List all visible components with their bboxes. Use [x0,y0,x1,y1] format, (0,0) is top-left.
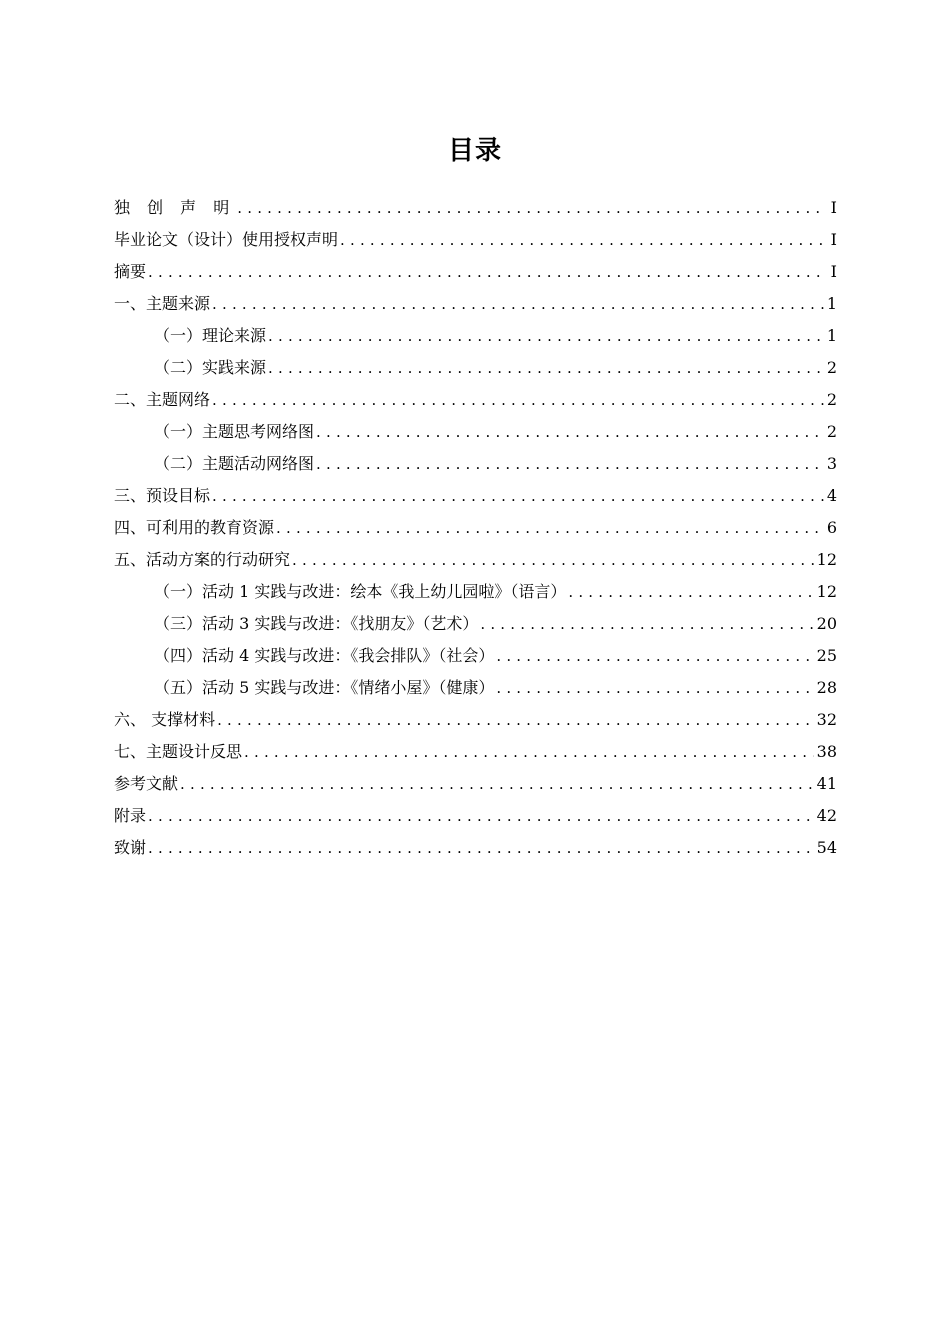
toc-leader-dots [268,320,824,352]
toc-entry-label: （五）活动 5 实践与改进：《情绪小屋》（健康） [154,678,495,697]
toc-entry-label: （一）主题思考网络图 [154,422,315,441]
toc-leader-dots [340,224,826,256]
toc-entry-label: 五、活动方案的行动研究 [114,550,291,569]
toc-entry-page-number: 2 [826,390,837,409]
toc-entry-label: 毕业论文（设计）使用授权声明 [114,230,339,249]
toc-leader-dots [276,512,824,544]
toc-entry-page-number: 6 [826,518,837,537]
toc-entry[interactable] [114,352,837,384]
toc-entry-page-number: 4 [826,486,837,505]
toc-leader-dots [217,704,814,736]
toc-leader-dots [212,288,824,320]
toc-leader-dots [268,352,824,384]
toc-leader-dots [148,256,826,288]
toc-leader-dots [316,416,824,448]
toc-entry-label: 四、可利用的教育资源 [114,518,275,537]
toc-entry-page-number: I [830,262,837,281]
toc-entry[interactable] [114,672,837,704]
toc-leader-dots [148,832,814,864]
toc-leader-dots [148,800,814,832]
toc-entry[interactable] [114,480,837,512]
toc-entry-label: 二、主题网络 [114,390,211,409]
toc-leader-dots [316,448,824,480]
toc-entry-page-number: 38 [816,742,837,761]
toc-entry[interactable] [114,320,837,352]
toc-leader-dots [568,576,813,608]
toc-entry-label: 独 创 声 明 [114,198,236,217]
toc-leader-dots [496,672,813,704]
toc-entry-page-number: 1 [826,294,837,313]
toc-leader-dots [496,640,813,672]
toc-entry-page-number: 25 [816,646,837,665]
toc-entry-label: （二）实践来源 [154,358,267,377]
toc-entry[interactable] [114,288,837,320]
toc-entry[interactable] [114,640,837,672]
toc-leader-dots [292,544,814,576]
toc-entry-label: （一）理论来源 [154,326,267,345]
toc-leader-dots [180,768,814,800]
toc-entry-label: 致谢 [114,838,147,857]
toc-entry[interactable] [114,736,837,768]
toc-leader-dots [480,608,813,640]
toc-entry[interactable] [114,832,837,864]
toc-entry-page-number: 1 [826,326,837,345]
table-of-contents [114,192,837,864]
toc-entry[interactable] [114,192,837,224]
toc-entry-label: 附录 [114,806,147,825]
toc-entry[interactable] [114,576,837,608]
toc-entry-page-number: 42 [816,806,837,825]
toc-entry[interactable] [114,768,837,800]
toc-entry[interactable] [114,384,837,416]
toc-entry-label: 三、预设目标 [114,486,211,505]
toc-entry-label: 参考文献 [114,774,179,793]
toc-entry-page-number: 32 [816,710,837,729]
toc-entry-label: 六、 支撑材料 [114,710,216,729]
toc-entry-page-number: 12 [816,582,837,601]
toc-leader-dots [212,480,824,512]
toc-entry[interactable] [114,256,837,288]
toc-entry-label: （一）活动 1 实践与改进：绘本《我上幼儿园啦》（语言） [154,582,567,601]
toc-entry-label: （四）活动 4 实践与改进：《我会排队》（社会） [154,646,495,665]
toc-title: 目录 [447,136,502,166]
toc-leader-dots [212,384,824,416]
toc-entry-page-number: I [830,198,837,217]
toc-entry-page-number: 20 [816,614,837,633]
toc-entry-page-number: 28 [816,678,837,697]
toc-entry[interactable] [114,800,837,832]
toc-entry-page-number: 41 [816,774,837,793]
toc-entry[interactable] [114,416,837,448]
toc-entry-label: 一、主题来源 [114,294,211,313]
toc-leader-dots [244,736,814,768]
toc-leader-dots [237,192,826,224]
toc-entry-label: （三）活动 3 实践与改进：《找朋友》（艺术） [154,614,479,633]
toc-entry[interactable] [114,544,837,576]
toc-entry-page-number: 2 [826,358,837,377]
toc-entry-label: 摘要 [114,262,147,281]
toc-entry[interactable] [114,448,837,480]
toc-entry-page-number: I [830,230,837,249]
toc-entry-label: （二）主题活动网络图 [154,454,315,473]
toc-entry-label: 七、主题设计反思 [114,742,243,761]
toc-entry[interactable] [114,512,837,544]
toc-entry[interactable] [114,608,837,640]
toc-entry-page-number: 12 [816,550,837,569]
toc-entry[interactable] [114,224,837,256]
toc-entry-page-number: 3 [826,454,837,473]
toc-entry[interactable] [114,704,837,736]
toc-entry-page-number: 54 [816,838,837,857]
toc-entry-page-number: 2 [826,422,837,441]
